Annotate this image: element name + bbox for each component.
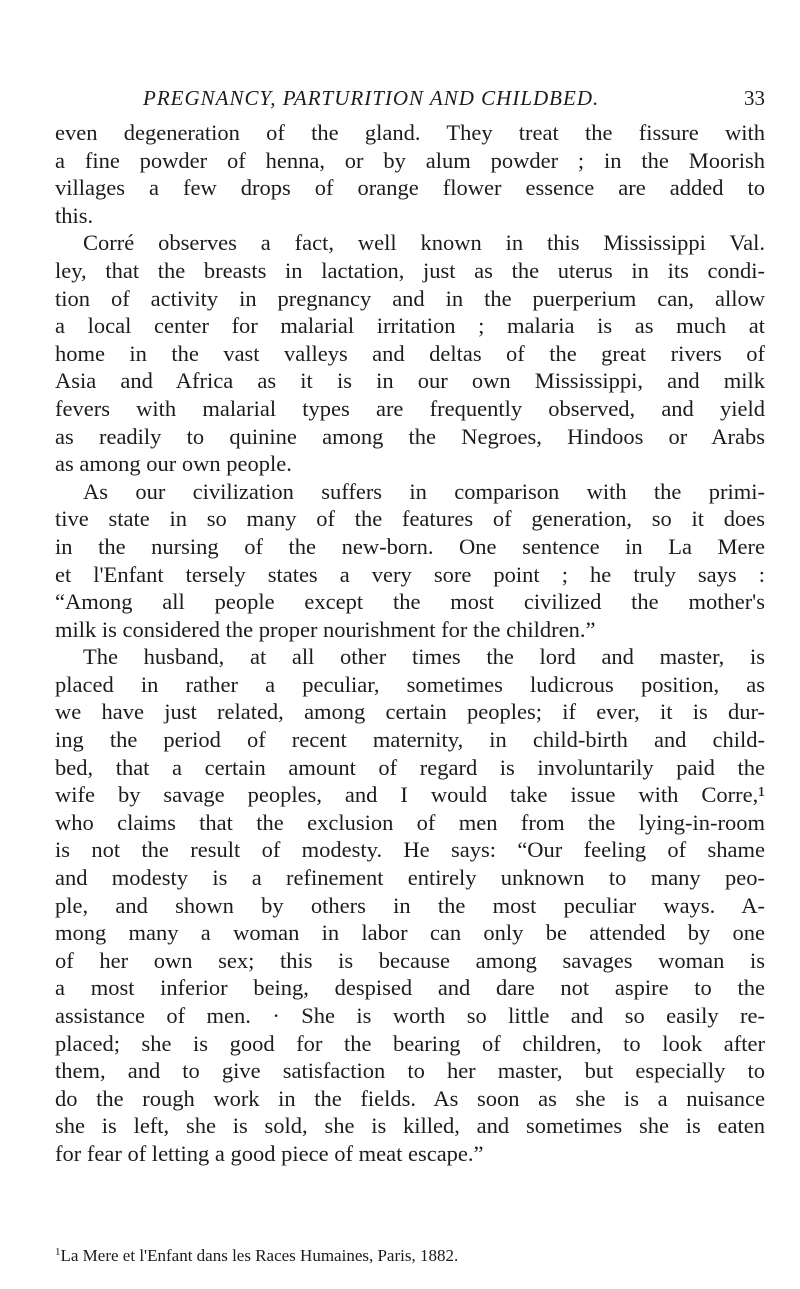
- text-line: “Among all people except the most civilized the mother's: [55, 589, 765, 615]
- text-line: mong many a woman in labor can only be attended by one: [55, 920, 765, 946]
- footnote: [55, 1241, 765, 1267]
- page-number: 33: [744, 86, 765, 110]
- text-line: we have just related, among certain peoples; if ever, it is dur-: [55, 699, 765, 725]
- text-line: she is left, she is sold, she is killed, and sometimes she is eaten: [55, 1113, 765, 1139]
- text-line: milk is considered the proper nourishment for the children.”: [55, 616, 596, 642]
- text-line: a most inferior being, despised and dare not aspire to the: [55, 975, 765, 1001]
- text-line: of her own sex; this is because among savages woman is: [55, 947, 765, 973]
- footnote-marker: 1: [55, 1246, 61, 1258]
- text-line: ing the period of recent maternity, in child-birth and child-: [55, 727, 765, 753]
- text-line: who claims that the exclusion of men from the lying-in-room: [55, 809, 765, 835]
- text-line: assistance of men. · She is worth so little and so easily re-: [55, 1003, 765, 1028]
- text-line: wife by savage peoples, and I would take issue with Corre,¹: [55, 782, 765, 808]
- text-line: a local center for malarial irritation ; malaria is as much at: [55, 313, 765, 339]
- text-line: this.: [55, 202, 94, 228]
- text-line: as readily to quinine among the Negroes, Hindoos or Arabs: [55, 423, 765, 449]
- text-line: As our civilization suffers in comparison with the primi-: [83, 478, 765, 504]
- text-line: do the rough work in the fields. As soon as she is a nuisance: [55, 1085, 765, 1111]
- text-line: in the nursing of the new-born. One sentence in La Mere: [55, 533, 765, 559]
- text-line: placed in rather a peculiar, sometimes ludicrous position, as: [55, 671, 765, 697]
- text-line: tion of activity in pregnancy and in the puerperium can, allow: [55, 285, 765, 311]
- text-line: even degeneration of the gland. They treat the fissure with: [55, 120, 765, 145]
- running-title: PREGNANCY, PARTURITION AND CHILDBED.: [143, 86, 600, 110]
- text-line: a fine powder of henna, or by alum powder ; in the Moorish: [55, 147, 765, 173]
- text-line: Asia and Africa as it is in our own Mississippi, and milk: [55, 368, 765, 394]
- text-line: for fear of letting a good piece of meat escape.”: [55, 1140, 484, 1166]
- text-line: ple, and shown by others in the most peculiar ways. A-: [55, 892, 765, 918]
- text-line: placed; she is good for the bearing of children, to look after: [55, 1030, 765, 1056]
- text-line: is not the result of modesty. He says: “Our feeling of shame: [55, 837, 765, 863]
- text-line: bed, that a certain amount of regard is involuntarily paid the: [55, 754, 765, 780]
- text-line: et l'Enfant tersely states a very sore point ; he truly says :: [55, 561, 765, 587]
- text-line: Corré observes a fact, well known in this Mississippi Val.: [83, 230, 765, 256]
- text-line: and modesty is a refinement entirely unknown to many peo-: [55, 865, 765, 891]
- text-line: as among our own people.: [55, 451, 292, 477]
- footnote-text: La Mere et l'Enfant dans les Races Humaines, Paris, 1882.: [60, 1246, 459, 1265]
- text-line: them, and to give satisfaction to her master, but especially to: [55, 1058, 765, 1084]
- text-line: The husband, at all other times the lord and master, is: [83, 644, 765, 670]
- body-text: [55, 119, 765, 1168]
- page-header: [55, 86, 765, 116]
- text-line: ley, that the breasts in lactation, just as the uterus in its condi-: [55, 257, 765, 283]
- text-line: home in the vast valleys and deltas of the great rivers of: [55, 340, 765, 366]
- text-line: tive state in so many of the features of generation, so it does: [55, 506, 765, 532]
- text-line: fevers with malarial types are frequently observed, and yield: [55, 395, 765, 421]
- text-line: villages a few drops of orange flower essence are added to: [55, 175, 765, 201]
